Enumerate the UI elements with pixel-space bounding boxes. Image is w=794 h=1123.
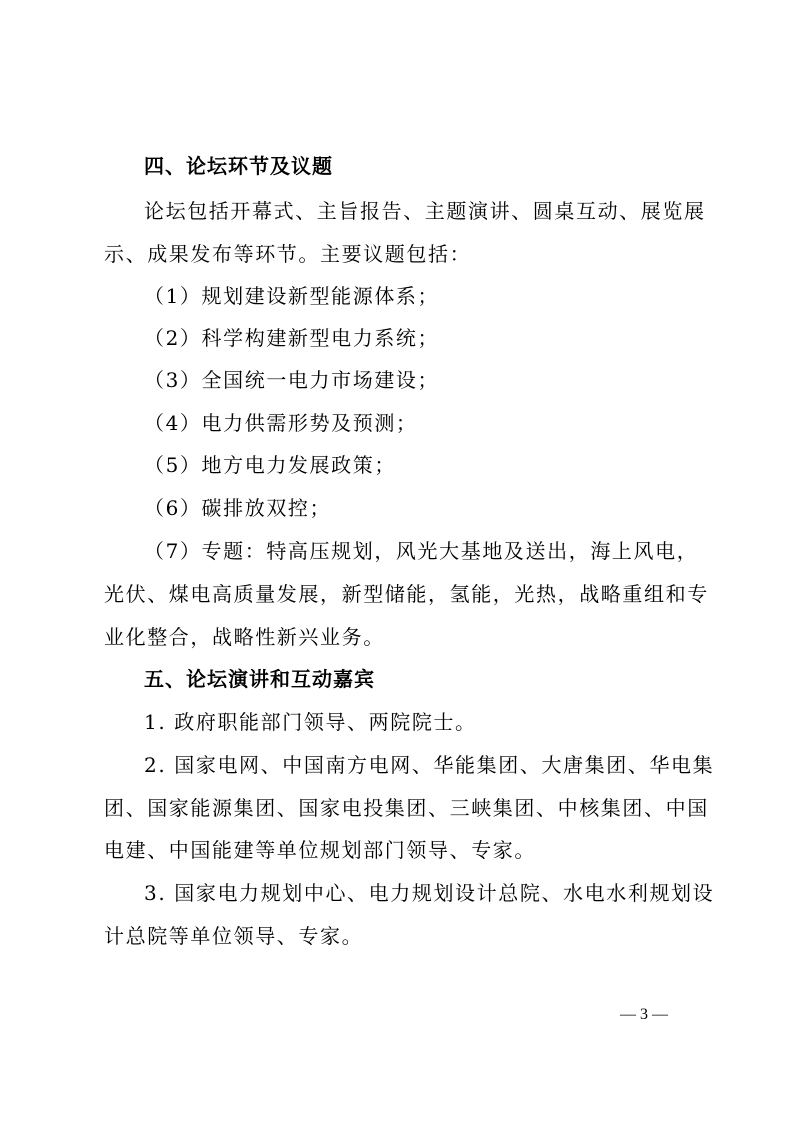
agenda-item-6: （6）碳排放双控；: [144, 496, 332, 520]
guest-paragraph-2-line3: 电建、中国能建等单位规划部门领导、专家。: [104, 838, 536, 862]
section4-intro-line2: 示、成果发布等环节。主要议题包括：: [104, 242, 472, 266]
agenda-item-7-line2: 光伏、煤电高质量发展，新型储能，氢能，光热，战略重组和专: [104, 582, 709, 606]
guest-paragraph-3-line2: 计总院等单位领导、专家。: [104, 924, 364, 948]
agenda-item-3: （3）全国统一电力市场建设；: [144, 368, 440, 392]
section5-heading: 五、论坛演讲和互动嘉宾: [144, 667, 375, 691]
agenda-item-2: （2）科学构建新型电力系统；: [144, 326, 440, 350]
agenda-item-5: （5）地方电力发展政策；: [144, 453, 396, 477]
guest-paragraph-2-line2: 团、国家能源集团、国家电投集团、三峡集团、中核集团、中国: [104, 796, 709, 820]
page-number: — 3 —: [620, 1006, 668, 1023]
guest-paragraph-1: 1. 政府职能部门领导、两院院士。: [144, 710, 477, 734]
section4-intro-line1: 论坛包括开幕式、主旨报告、主题演讲、圆桌互动、展览展: [144, 199, 706, 223]
section4-heading: 四、论坛环节及议题: [144, 154, 333, 178]
agenda-item-4: （4）电力供需形势及预测；: [144, 411, 418, 435]
agenda-item-1: （1）规划建设新型能源体系；: [144, 284, 440, 308]
agenda-item-7-line3: 业化整合，战略性新兴业务。: [104, 625, 385, 649]
agenda-item-7-line1: （7）专题：特高压规划，风光大基地及送出，海上风电，: [144, 539, 699, 563]
guest-paragraph-2-line1: 2. 国家电网、中国南方电网、华能集团、大唐集团、华电集: [144, 753, 715, 777]
guest-paragraph-3-line1: 3. 国家电力规划中心、电力规划设计总院、水电水利规划设: [144, 881, 715, 905]
